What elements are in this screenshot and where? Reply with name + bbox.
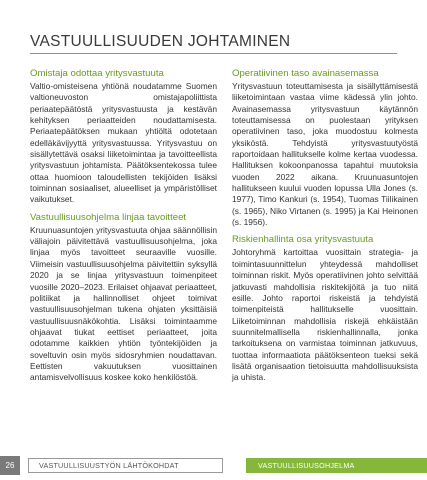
- section-heading: Operatiivinen taso avainasemassa: [232, 68, 379, 79]
- page-title: VASTUULLISUUDEN JOHTAMINEN: [30, 33, 291, 50]
- section-responsibility-program: [30, 211, 217, 384]
- section-operational-level: [232, 67, 418, 228]
- body-paragraph: Kruunuasuntojen yritysvastuuta ohjaa säännöllisin väliajoin päivitettävä vastuullisuusohjelma, joka linjaa myös tavoitteet seuraaville vuosille. Viimeisin vastuullisuusohjelma päivitettiin syksyllä 2020 ja se linjaa yritysvastuun toimenpiteet vuosille 2020–2023. Erilaiset ohjaavat periaatteet, politiikat ja hallinnolliset ohjeet toimivat vastuullisuusohjelman tukena ohjaten yksittäisiä vastuullisuusnäkökohtia. Lisäksi toimintaamme ohjaavat tiukat eettiset periaatteet, joita odotamme kaikkien yhtiön työntekijöiden ja soveltuvin osin myös sidosryhmien noudattavan. Eettisten vakuutuksen vuosittainen antamisvelvollisuus koskee koko henkilöstöä.: [30, 224, 217, 383]
- section-risk-management: [232, 233, 418, 383]
- right-column: [232, 62, 418, 389]
- body-paragraph: Yritysvastuun toteuttamisesta ja sisällyttämisestä liiketoimintaan vastaa viime kädessä ylin johto. Avainasemassa yritysvastuun käytännön toteuttamisessa on puolestaan yrityksen operatiivinen taso, joka muodostuu kolmesta yksiköstä. Tehdyistä yritysvastuutyöstä raportoidaan hallitukselle kolme kertaa vuodessa. Hallituksen kokoonpanossa tapahtui muutoksia vuoden 2022 aikana. Kruunuasuntojen hallitukseen kuului vuoden lopussa Ulla Jones (s. 1977), Timo Kankuri (s. 1954), Tuomas Tiilikainen (s. 1965), Niko Virtanen (s. 1995) ja Kai Heinonen (s. 1956).: [232, 81, 418, 228]
- footer-nav-link-starting-points[interactable]: VASTUULLISUUSTYÖN LÄHTÖKOHDAT: [28, 458, 223, 473]
- left-column: [30, 62, 217, 389]
- footer-nav-link-program[interactable]: VASTUULLISUUSOHJELMA: [246, 458, 427, 473]
- body-paragraph: Johtoryhmä kartoittaa vuosittain strategia- ja toimintasuunnittelun yhteydessä mahdolliset toiminnan riskit. Myös operatiivinen johto selvittää jatkuvasti mahdollisia riskitekijöitä ja tuo niitä esille. Johto raportoi riskeistä ja tehdyistä toimenpiteistä hallitukselle vuosittain. Liiketoiminnan mahdollisia riskejä ehkäistään suunnitelmallisella riskienhallinnalla, jonka tarkoituksena on varmistaa toiminnan jatkuvuus, tuottaa informaatiota päätöksenteon tueksi sekä lisätä organisaation tietoisuutta mahdollisuuksista ja uhista.: [232, 247, 418, 383]
- section-heading: Vastuullisuusohjelma linjaa tavoitteet: [30, 211, 187, 223]
- page-number: 26: [0, 456, 20, 475]
- section-heading: Omistaja odottaa yritysvastuuta: [30, 68, 164, 79]
- section-owner-expectations: [30, 67, 217, 206]
- section-heading: Riskienhallinta osa yritysvastuuta: [232, 234, 374, 246]
- title-divider: [30, 53, 397, 54]
- body-paragraph: Valtio-omisteisena yhtiönä noudatamme Suomen valtioneuvoston omistajapoliittista periaatepäätöstä yritysvastuusta ja kestävän kehityksen periaatteiden noudattamisesta. Periaatepäätöksen mukaan yhtiöltä odotetaan edelläkävijyyttä yritysvastuussa. Yritysvastuu on sisällytettävä osaksi liiketoimintaa ja tavoitteellista yritysvastuun johtamista. Päätöksentekossa tulee ottaa huomioon taloudellisten tekijöiden lisäksi toiminnan sosiaaliset, alueelliset ja ympäristölliset vaikutukset.: [30, 81, 217, 205]
